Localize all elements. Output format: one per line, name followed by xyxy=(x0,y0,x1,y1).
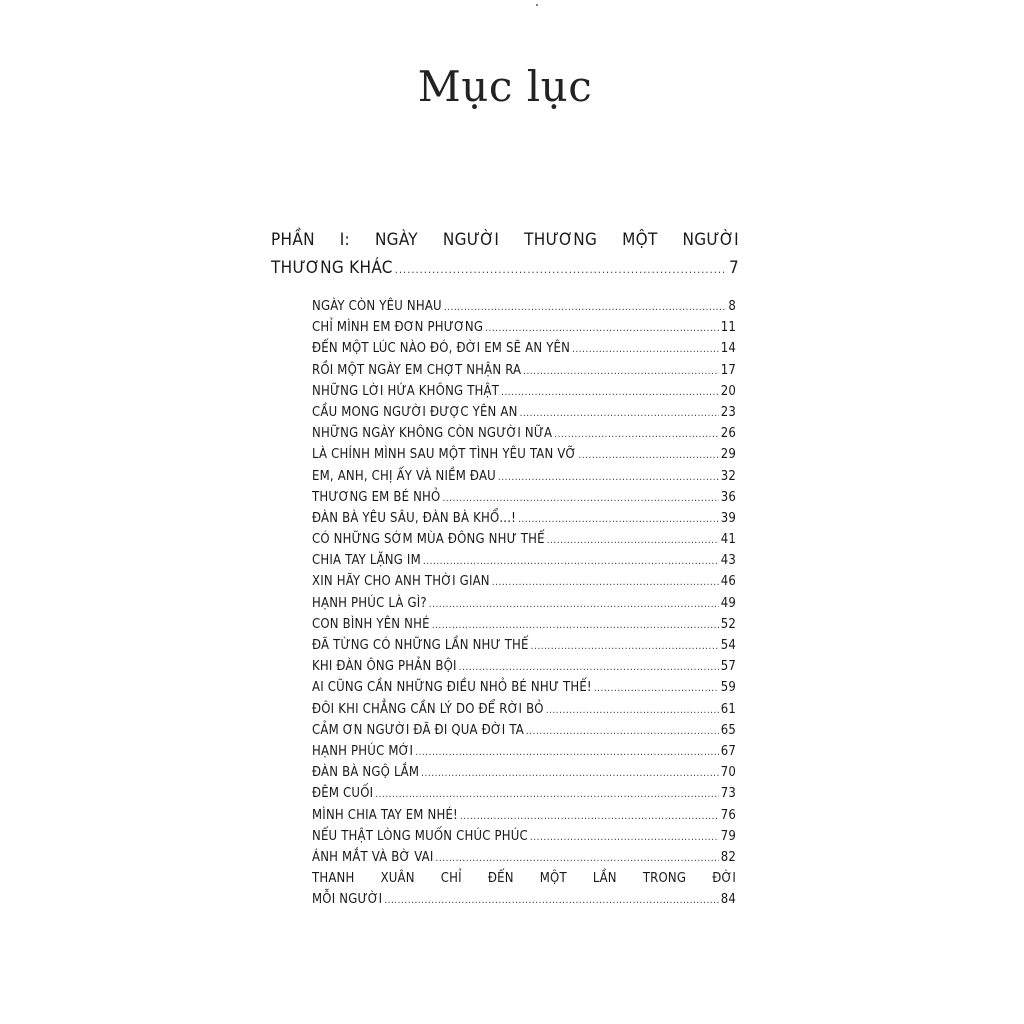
toc-entry xyxy=(312,614,736,635)
toc-entry-title: ĐÀN BÀ NGỘ LẮM xyxy=(312,765,420,781)
dot-leader xyxy=(554,424,718,445)
toc-entry xyxy=(312,550,736,571)
toc-entry xyxy=(312,508,736,529)
dot-leader xyxy=(459,657,719,678)
dot-leader xyxy=(518,509,719,530)
part-word: NGƯỜI xyxy=(682,230,739,250)
part-word: I: xyxy=(339,230,351,250)
toc-entry xyxy=(312,296,736,317)
dot-leader xyxy=(531,636,719,657)
toc-entry xyxy=(312,826,736,847)
toc-entry xyxy=(312,487,736,508)
toc-entry xyxy=(312,720,736,741)
toc-entry-word: CHỈ xyxy=(440,871,462,887)
toc-entry-title: NHỮNG LỜI HỨA KHÔNG THẬT xyxy=(312,383,500,399)
toc-entry-page: 82 xyxy=(720,849,736,865)
toc-entry-page: 65 xyxy=(720,722,736,738)
toc-entry-page: 52 xyxy=(720,616,736,632)
toc-entry-title: HẠNH PHÚC LÀ GÌ? xyxy=(312,595,427,611)
dot-leader xyxy=(432,615,719,636)
toc-entry-word: THANH xyxy=(312,871,355,887)
toc-entry-word: MỘT xyxy=(539,871,567,887)
part-word: NGÀY xyxy=(374,230,418,250)
toc-entry-title: ĐẾN MỘT LÚC NÀO ĐÓ, ĐỜI EM SẼ AN YÊN xyxy=(312,341,571,357)
toc-entry xyxy=(312,741,736,762)
toc-entry xyxy=(312,466,736,487)
toc-entry-line-2 xyxy=(312,889,736,910)
toc-entry-page: 41 xyxy=(720,532,736,548)
toc-entry xyxy=(312,699,736,720)
toc-entry-title: ĐÔI KHI CHẲNG CẦN LÝ DO ĐỂ RỜI BỎ xyxy=(312,701,544,717)
toc-entry xyxy=(312,360,736,381)
dot-leader xyxy=(520,403,719,424)
dot-leader xyxy=(384,890,718,911)
toc-entry-page: 73 xyxy=(720,786,736,802)
toc-entry xyxy=(312,783,736,804)
dot-leader xyxy=(546,700,719,721)
toc-entry xyxy=(312,593,736,614)
toc-entry xyxy=(312,423,736,444)
toc-entry-page: 23 xyxy=(720,404,736,420)
toc-entry-word: XUÂN xyxy=(380,871,415,887)
toc-entry-page: 84 xyxy=(720,892,736,908)
toc-entry-title: ĐÊM CUỐI xyxy=(312,786,374,802)
toc-entry-line-1 xyxy=(312,868,736,889)
dot-leader xyxy=(442,488,718,509)
part-heading-text: THƯƠNG KHÁC xyxy=(271,258,393,278)
dot-leader xyxy=(485,318,719,339)
part-heading-line-1 xyxy=(271,226,739,254)
toc-entry-page: 32 xyxy=(720,468,736,484)
print-speck xyxy=(536,4,538,6)
toc-entry-title: ÁNH MẮT VÀ BỜ VAI xyxy=(312,849,434,865)
toc-entry-page: 36 xyxy=(720,489,736,505)
page-title: Mục lục xyxy=(417,62,593,111)
toc-entry xyxy=(312,529,736,550)
part-word: NGƯỜI xyxy=(442,230,500,250)
toc-entry-page: 29 xyxy=(720,447,736,463)
toc-entry-page: 67 xyxy=(720,743,736,759)
toc-entry-title: CON BÌNH YÊN NHÉ xyxy=(312,616,430,632)
toc-entry-title: NHỮNG NGÀY KHÔNG CÒN NGƯỜI NỮA xyxy=(312,426,553,442)
part-page-number: 7 xyxy=(728,258,739,278)
dot-leader xyxy=(421,763,719,784)
toc-entry xyxy=(312,381,736,402)
toc-entry-title: ĐÃ TỪNG CÓ NHỮNG LẦN NHƯ THẾ xyxy=(312,638,529,653)
part-word: PHẦN xyxy=(271,230,315,250)
toc-entry xyxy=(312,444,736,465)
toc-entry-page: 54 xyxy=(720,638,736,653)
toc-entry-title: CHIA TAY LẶNG IM xyxy=(312,553,421,569)
dot-leader xyxy=(395,256,727,284)
toc-entry-word: ĐỜI xyxy=(712,871,736,887)
toc-entry-page: 39 xyxy=(720,510,736,526)
dot-leader xyxy=(460,806,719,827)
toc-entry-title: NẾU THẬT LÒNG MUỐN CHÚC PHÚC xyxy=(312,828,528,844)
toc-entry-title: RỒI MỘT NGÀY EM CHỢT NHẬN RA xyxy=(312,362,522,378)
dot-leader xyxy=(530,827,719,848)
part-word: MỘT xyxy=(622,230,658,250)
dot-leader xyxy=(572,339,719,360)
toc-entry-title: HẠNH PHÚC MỚI xyxy=(312,743,414,759)
toc-entry-page: 26 xyxy=(720,426,736,442)
toc-entry-title: EM, ANH, CHỊ ẤY VÀ NIỀM ĐAU xyxy=(312,468,496,484)
toc-entry-page: 11 xyxy=(720,320,736,336)
dot-leader xyxy=(594,678,719,699)
dot-leader xyxy=(526,721,719,742)
toc-entry-title: CẢM ƠN NGƯỜI ĐÃ ĐI QUA ĐỜI TA xyxy=(312,722,524,738)
toc-entry-page: 8 xyxy=(728,299,736,314)
dot-leader xyxy=(423,551,719,572)
toc-entry xyxy=(312,317,736,338)
toc-entry-page: 20 xyxy=(720,383,736,399)
toc-entry-page: 59 xyxy=(720,680,736,696)
toc-entry xyxy=(312,805,736,826)
dot-leader xyxy=(492,572,719,593)
part-heading-line-2 xyxy=(271,254,739,282)
part-word: THƯƠNG xyxy=(524,230,598,250)
toc-entry xyxy=(312,847,736,868)
part-heading xyxy=(271,226,739,282)
dot-leader xyxy=(444,297,727,318)
dot-leader xyxy=(375,784,718,805)
toc-entry-page: 49 xyxy=(720,595,736,611)
toc-entry-page: 57 xyxy=(720,659,736,675)
toc-entry xyxy=(312,571,736,592)
dot-leader xyxy=(429,594,719,615)
dot-leader xyxy=(498,467,719,488)
toc-entry-title: MÌNH CHIA TAY EM NHÉ! xyxy=(312,807,458,823)
toc-entry-title: XIN HÃY CHO ANH THỜI GIAN xyxy=(312,574,490,590)
toc-list xyxy=(312,296,736,910)
dot-leader xyxy=(523,361,719,382)
toc-entry xyxy=(312,677,736,698)
toc-entry-title: THƯƠNG EM BÉ NHỎ xyxy=(312,489,441,505)
toc-entry xyxy=(312,338,736,359)
toc-entry-page: 79 xyxy=(720,828,736,844)
toc-entry-page: 76 xyxy=(720,807,736,823)
toc-entry-title: AI CŨNG CẦN NHỮNG ĐIỀU NHỎ BÉ NHƯ THẾ! xyxy=(312,680,592,696)
dot-leader xyxy=(547,530,719,551)
toc-entry-page: 14 xyxy=(720,341,736,357)
toc-entry-title: ĐÀN BÀ YÊU SÂU, ĐÀN BÀ KHỔ...! xyxy=(312,510,517,526)
toc-entry xyxy=(312,762,736,783)
toc-entry-title: MỖI NGƯỜI xyxy=(312,892,383,908)
toc-entry-title: CHỈ MÌNH EM ĐƠN PHƯƠNG xyxy=(312,320,484,336)
toc-entry-word: ĐẾN xyxy=(487,871,514,887)
toc-entry-page: 46 xyxy=(720,574,736,590)
toc-entry-page: 17 xyxy=(720,362,736,378)
toc-entry-title: KHI ĐÀN ÔNG PHẢN BỘI xyxy=(312,659,457,675)
dot-leader xyxy=(436,848,719,869)
toc-entry-word: LẦN xyxy=(592,871,617,887)
dot-leader xyxy=(578,445,718,466)
toc-entry-word: TRONG xyxy=(642,871,687,887)
toc-entry-title: LÀ CHÍNH MÌNH SAU MỘT TÌNH YÊU TAN VỠ xyxy=(312,447,577,463)
toc-entry xyxy=(312,656,736,677)
toc-entry-page: 61 xyxy=(720,701,736,717)
toc-entry-page: 43 xyxy=(720,553,736,569)
toc-entry-title: CẦU MONG NGƯỜI ĐƯỢC YÊN AN xyxy=(312,404,518,420)
toc-entry-title: NGÀY CÒN YÊU NHAU xyxy=(312,299,442,314)
toc-entry-title: CÓ NHỮNG SỚM MÙA ĐÔNG NHƯ THẾ xyxy=(312,532,545,548)
toc-entry-page: 70 xyxy=(720,765,736,781)
toc-entry xyxy=(312,402,736,423)
dot-leader xyxy=(501,382,719,403)
dot-leader xyxy=(415,742,719,763)
toc-entry xyxy=(312,635,736,656)
